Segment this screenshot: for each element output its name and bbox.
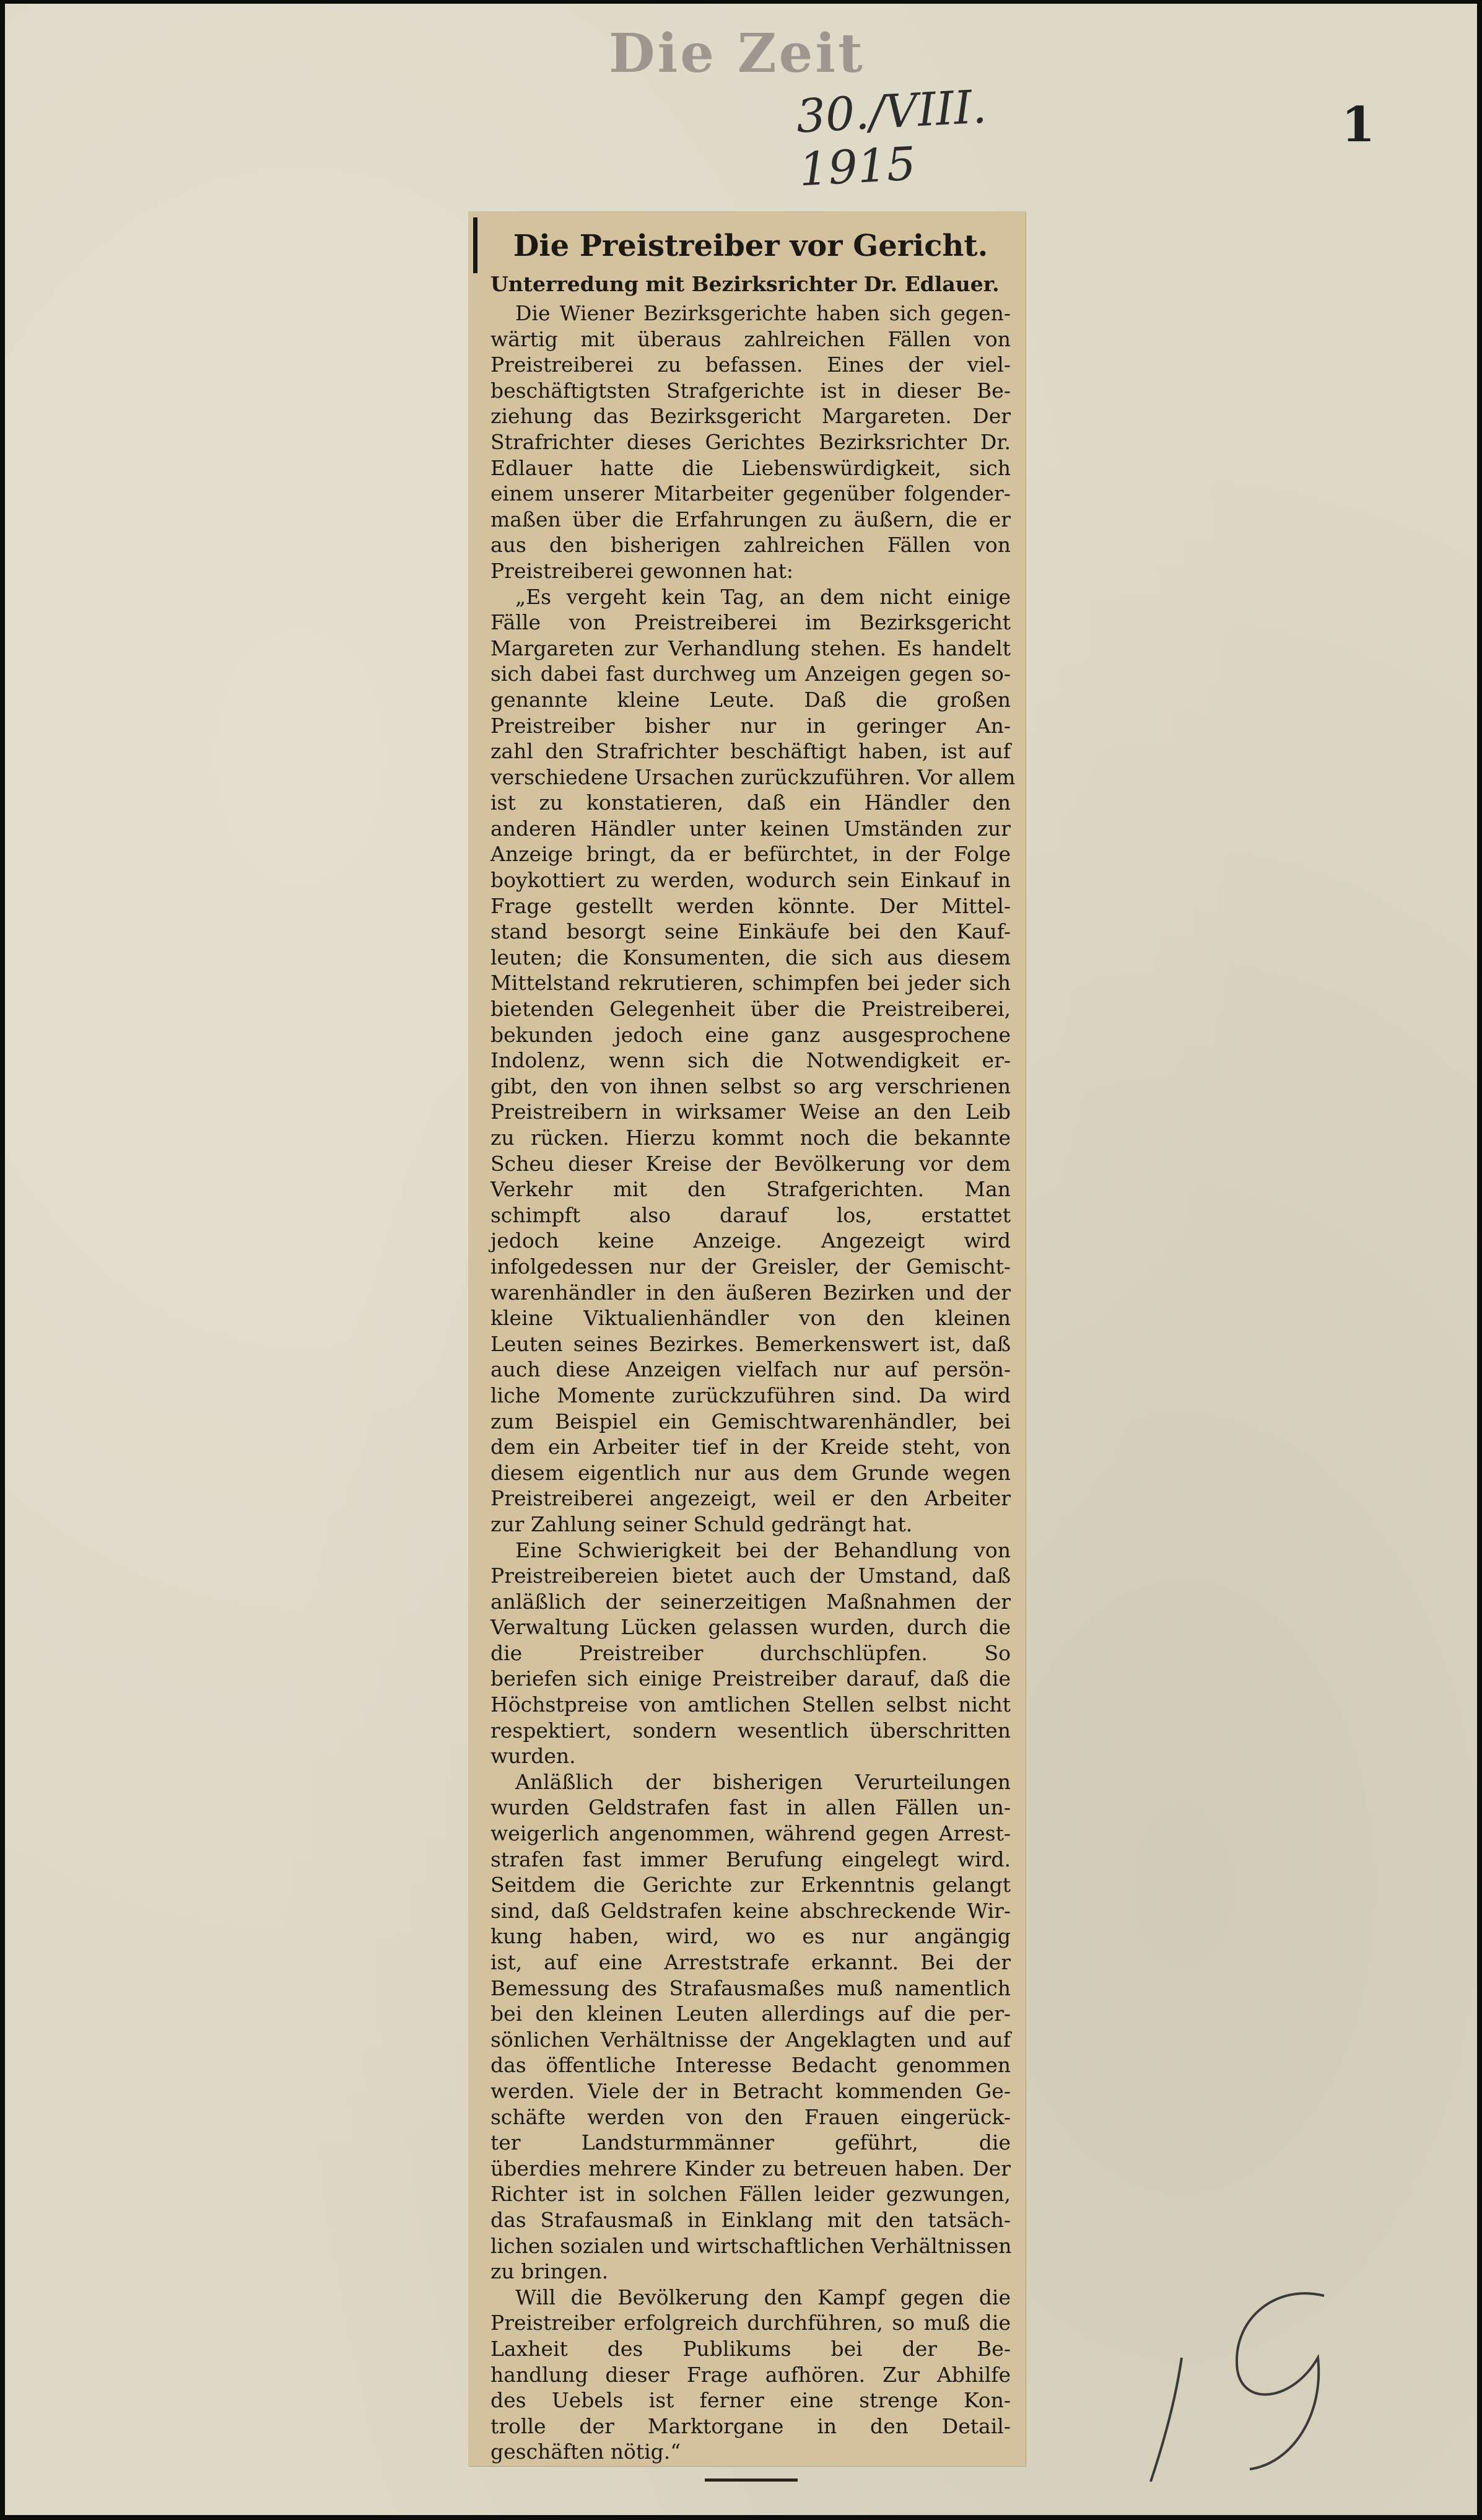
article-line: aus den bisherigen zahlreichen Fällen von [490,533,1011,558]
article-line: Preistreiber erfolgreich durchführen, so muß die [490,2311,1011,2335]
article-line: auch diese Anzeigen vielfach nur auf persön- [490,1357,1011,1382]
article-line: Richter ist in solchen Fällen leider gezwungen, [490,2182,1011,2207]
article-paragraph [490,584,1016,1538]
article-line: zu bringen. [490,2259,609,2284]
article-line: wurden Geldstrafen fast in allen Fällen un- [490,1795,1011,1820]
article-line: bei den kleinen Leuten allerdings auf die per- [490,2002,1011,2026]
article-line: Verkehr mit den Strafgerichten. Man [490,1177,1011,1202]
article-line: überdies mehrere Kinder zu betreuen haben. Der [490,2156,1011,2181]
article-line: ter Landsturmmänner geführt, die [490,2130,1011,2155]
article-line: anläßlich der seinerzeitigen Maßnahmen der [490,1589,1011,1614]
article-line: die Preistreiber durchschlüpfen. So [490,1640,1011,1665]
article-line: Laxheit des Publikums bei der Be- [490,2336,1011,2361]
article-line: anderen Händler unter keinen Umständen zur [490,816,1011,841]
article-line: Preistreiber bisher nur in geringer An- [490,713,1011,738]
article-paragraph [490,1769,1011,2285]
article-line: beschäftigtsten Strafgerichte ist in dieser Be- [490,378,1011,403]
article-line: boykottiert zu werden, wodurch sein Einkauf in [490,868,1011,893]
article-subtitle: Unterredung mit Bezirksrichter Dr. Edlauer. [490,272,1000,296]
article-line: das öffentliche Interesse Bedacht genommen [490,2053,1011,2078]
article-line: beriefen sich einige Preistreiber darauf, daß die [490,1666,1011,1691]
article-line: handlung dieser Frage aufhören. Zur Abhilfe [490,2362,1011,2387]
article-line: Margareten zur Verhandlung stehen. Es handelt [490,636,1011,660]
article-line: warenhändler in den äußeren Bezirken und der [490,1280,1011,1305]
article-line: sönlichen Verhältnisse der Angeklagten und auf [490,2027,1011,2052]
article-line: maßen über die Erfahrungen zu äußern, die er [490,507,1011,532]
page-number: 1 [1341,97,1375,153]
article-line: Indolenz, wenn sich die Notwendigkeit er- [490,1048,1011,1073]
handwritten-date: 30./VIII. 1915 [795,80,988,197]
article-line: trolle der Marktorgane in den Detail- [490,2413,1011,2438]
article-line: gibt, den von ihnen selbst so arg verschrienen [490,1074,1011,1098]
article-line: zum Beispiel ein Gemischtwarenhändler, bei [490,1409,1011,1433]
article-line: wurden. [490,1744,576,1769]
article-line: kung haben, wird, wo es nur angängig [490,1924,1011,1949]
article-line: bekunden jedoch eine ganz ausgesprochene [490,1022,1011,1047]
article-line: verschiedene Ursachen zurückzuführen. Vor allem [490,764,1016,789]
article-line: jedoch keine Anzeige. Angezeigt wird [490,1228,1011,1253]
article-line: Seitdem die Gerichte zur Erkenntnis gelangt [490,1873,1011,1897]
article-line: bietenden Gelegenheit über die Preistreiberei, [490,997,1011,1022]
article-line: Eine Schwierigkeit bei der Behandlung von [515,1538,1011,1562]
newspaper-stamp: Die Zeit [609,22,865,85]
article-line: dem ein Arbeiter tief in der Kreide steht, von [490,1435,1011,1459]
article-line: schäfte werden von den Frauen eingerück- [490,2104,1011,2129]
newspaper-clipping [468,211,1026,2466]
article-line: infolgedessen nur der Greisler, der Gemischt- [490,1254,1011,1279]
article-line: Preistreiberei angezeigt, weil er den Arbeiter [490,1486,1011,1511]
article-line: Preistreiberei zu befassen. Eines der viel- [490,352,1011,377]
article-line: Anläßlich der bisherigen Verurteilungen [515,1769,1011,1794]
article-line: einem unserer Mitarbeiter gegenüber folgender- [490,481,1011,506]
article-line: Höchstpreise von amtlichen Stellen selbst nicht [490,1692,1011,1717]
article-line: kleine Viktualienhändler von den kleinen [490,1306,1011,1331]
article-line: schimpft also darauf los, erstattet [490,1202,1011,1227]
article-line: strafen fast immer Berufung eingelegt wird. [490,1847,1011,1871]
article-end-rule [705,2478,798,2482]
article-line: Leuten seines Bezirkes. Bemerkenswert ist, daß [490,1331,1011,1356]
article-line: leuten; die Konsumenten, die sich aus diesem [490,945,1011,969]
article-line: zahl den Strafrichter beschäftigt haben, ist auf [490,739,1011,764]
article-line: Preistreibereien bietet auch der Umstand, daß [490,1564,1011,1588]
article-line: Mittelstand rekrutieren, schimpfen bei jeder sich [490,971,1011,995]
article-line: ist zu konstatieren, daß ein Händler den [490,790,1011,815]
article-line: sind, daß Geldstrafen keine abschreckende Wir- [490,1898,1011,1923]
article-body [490,300,1016,2465]
article-line: Will die Bevölkerung den Kampf gegen die [515,2285,1011,2309]
article-line: genannte kleine Leute. Daß die großen [490,687,1011,712]
article-line: sich dabei fast durchweg um Anzeigen gegen so- [490,662,1011,686]
article-line: des Uebels ist ferner eine strenge Kon- [490,2388,1011,2413]
handwritten-signature-mark [1138,2283,1343,2488]
article-line: Frage gestellt werden könnte. Der Mittel- [490,893,1011,918]
article-line: wärtig mit überaus zahlreichen Fällen von [490,326,1011,351]
article-paragraph [490,300,1011,584]
archive-sheet [5,4,1477,2515]
article-line: weigerlich angenommen, während gegen Arrest- [490,1821,1011,1846]
article-line: stand besorgt seine Einkäufe bei den Kauf- [490,919,1011,944]
article-line: Bemessung des Strafausmaßes muß namentlich [490,1975,1011,2000]
article-line: lichen sozialen und wirtschaftlichen Verhältnissen [490,2233,1012,2258]
article-paragraph [490,2285,1011,2465]
article-line: das Strafausmaß in Einklang mit den tatsäch- [490,2207,1011,2232]
article-line: Strafrichter dieses Gerichtes Bezirksrichter Dr. [490,429,1011,454]
article-line: zur Zahlung seiner Schuld gedrängt hat. [490,1512,913,1536]
article-line: Fälle von Preistreiberei im Bezirksgericht [490,610,1011,635]
article-line: zu rücken. Hierzu kommt noch die bekannte [490,1126,1011,1150]
article-line: Preistreiberei gewonnen hat: [490,558,793,583]
article-line: diesem eigentlich nur aus dem Grunde wegen [490,1460,1011,1485]
article-line: respektiert, sondern wesentlich überschritten [490,1718,1011,1743]
article-line: liche Momente zurückzuführen sind. Da wird [490,1383,1011,1407]
article-line: Anzeige bringt, da er befürchtet, in der Folge [490,842,1011,867]
article-paragraph [490,1538,1011,1769]
article-line: Edlauer hatte die Liebenswürdigkeit, sich [490,455,1011,480]
article-line: „Es vergeht kein Tag, an dem nicht einige [515,584,1011,609]
clipping-edge-rule [473,217,477,273]
article-line: Preistreibern in wirksamer Weise an den Leib [490,1100,1011,1124]
article-line: ziehung das Bezirksgericht Margareten. Der [490,404,1011,429]
article-line: Die Wiener Bezirksgerichte haben sich gegen- [515,301,1011,325]
article-line: werden. Viele der in Betracht kommenden Ge- [490,2078,1011,2103]
article-line: geschäften nötig.“ [490,2439,681,2464]
article-line: Scheu dieser Kreise der Bevölkerung vor dem [490,1151,1011,1176]
article-line: ist, auf eine Arreststrafe erkannt. Bei der [490,1950,1011,1974]
article-line: Verwaltung Lücken gelassen wurden, durch die [490,1615,1011,1640]
article-headline: Die Preistreiber vor Gericht. [513,229,988,263]
